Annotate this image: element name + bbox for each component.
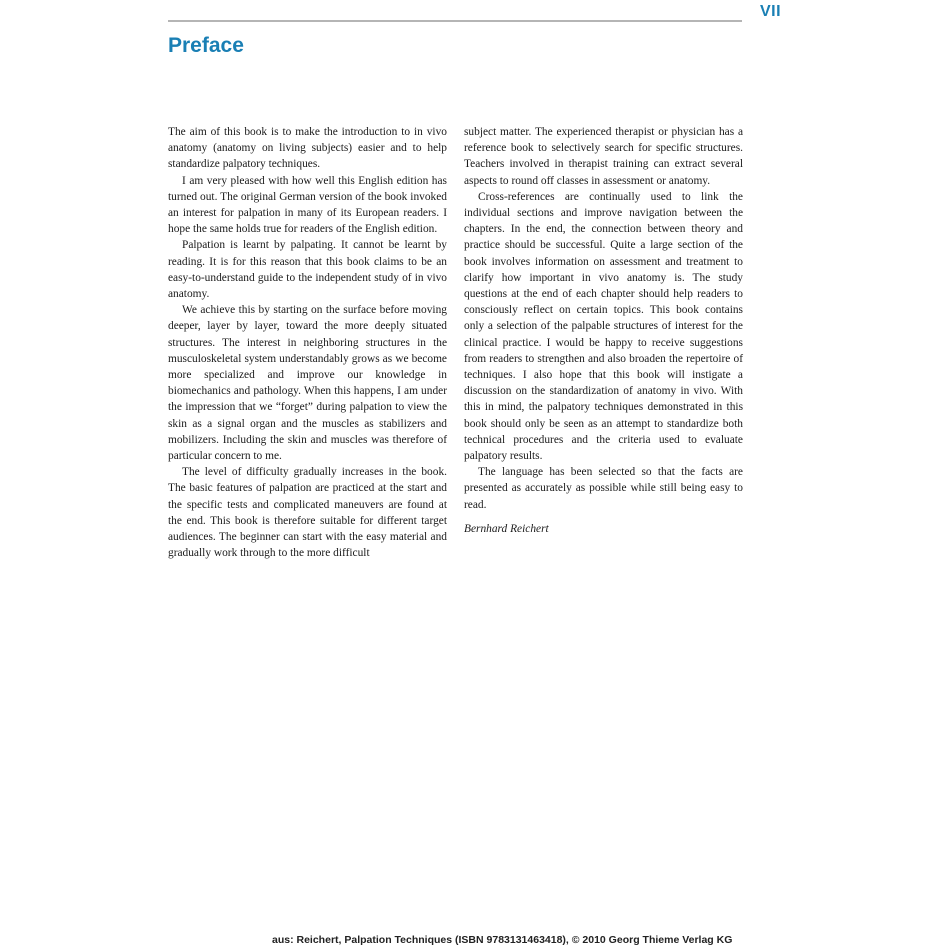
- paragraph: Cross-references are continually used to link the individual sections and improve navigation between the chapters. In the end, the connection between theory and practice should be successful. Quite a large section of the book involves information on assessment and treatment to clarify how important in vivo anatomy is. The study questions at the end of each chapter should help readers to consciously reflect on certain topics. This book contains only a selection of the palpable structures of interest for the clinical practice. I would be happy to receive suggestions from readers to strengthen and also broaden the repertoire of techniques. I also hope that this book will instigate a discussion on the standardization of anatomy in vivo. With this in mind, the palpatory techniques demonstrated in this book should only be seen as an attempt to standardize both technical procedures and the criteria used to evaluate palpatory results.: [464, 190, 743, 463]
- author-signature: Bernhard Reichert: [464, 522, 549, 535]
- paragraph: The language has been selected so that the facts are presented as accurately as possible while still being easy to read.: [464, 466, 743, 511]
- right-column: [464, 124, 743, 537]
- paragraph: subject matter. The experienced therapist or physician has a reference book to selectively search for specific structures. Teachers involved in therapist training can extract several aspects to round off classes in assessment or anatomy.: [464, 126, 743, 187]
- page-number: VII: [760, 3, 782, 20]
- footer-citation: aus: Reichert, Palpation Techniques (ISBN 9783131463418), © 2010 Georg Thieme Verlag KG: [272, 934, 733, 946]
- paragraph: I am very pleased with how well this English edition has turned out. The original German version of the book invoked an interest for palpation in many of its European readers. I hope the same holds true for readers of the English edition.: [168, 174, 447, 236]
- paragraph: We achieve this by starting on the surface before moving deeper, layer by layer, toward the more deeply situated structures. The interest in neighboring structures in the musculoskeletal system understandably grows as we become more specialized and improve our knowledge in biomechanics and pathology. When this happens, I am under the impression that we “forget” during palpation to view the skin as a signal organ and the muscles as stabilizers and mobilizers. Including the skin and muscles was therefore of particular concern to me.: [168, 304, 447, 463]
- page-title: Preface: [168, 34, 244, 57]
- header-rule: [168, 20, 742, 22]
- paragraph: The level of difficulty gradually increases in the book. The basic features of palpation are practiced at the start and the specific tests and complicated maneuvers are found at the end. This book is therefore suitable for different target audiences. The beginner can start with the easy material and gradually work through to the more difficult: [168, 466, 447, 560]
- paragraph: The aim of this book is to make the introduction to in vivo anatomy (anatomy on living subjects) easier and to help standardize palpatory techniques.: [168, 126, 447, 171]
- paragraph: Palpation is learnt by palpating. It cannot be learnt by reading. It is for this reason that this book claims to be an easy-to-understand guide to the independent study of in vivo anatomy.: [168, 239, 447, 301]
- left-column: [168, 124, 447, 561]
